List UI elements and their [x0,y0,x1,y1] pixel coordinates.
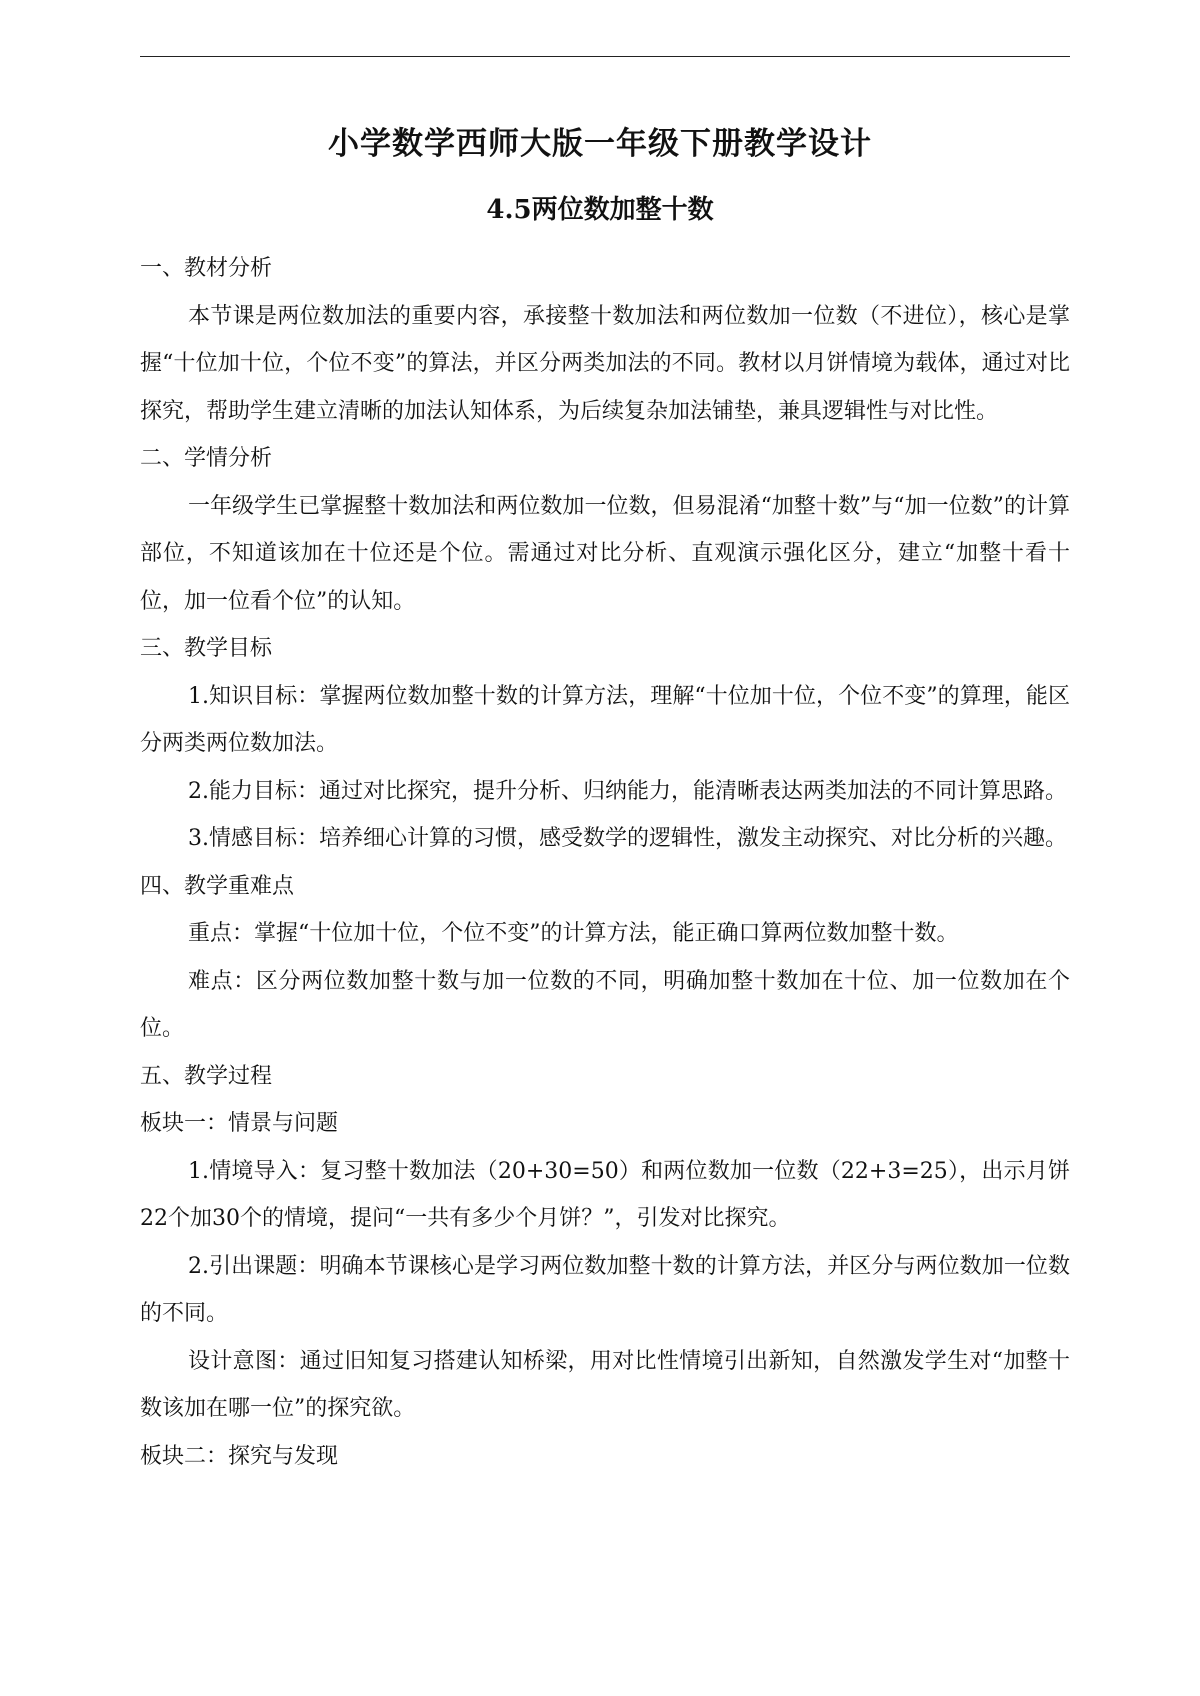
section-heading: 五、教学过程 [140,1063,273,1089]
document-body [140,245,1070,1480]
paragraph: 1.情境导入：复习整十数加法（20+30=50）和两位数加一位数（22+3=25），出示月饼22个加30个的情境，提问“一共有多少个月饼？”，引发对比探究。 [140,1158,1070,1231]
header-rule [140,56,1070,57]
section-heading: 一、教材分析 [140,256,273,281]
paragraph: 1.知识目标：掌握两位数加整十数的计算方法，理解“十位加十位，个位不变”的算理，能区分两类两位数加法。 [140,683,1070,756]
paragraph: 一年级学生已掌握整十数加法和两位数加一位数，但易混淆“加整十数”与“加一位数”的计算部位，不知道该加在十位还是个位。需通过对比分析、直观演示强化区分，建立“加整十看十位，加一位看个位”的认知。 [140,493,1070,614]
paragraph: 2.能力目标：通过对比探究，提升分析、归纳能力，能清晰表达两类加法的不同计算思路。 [188,778,1067,804]
paragraph: 本节课是两位数加法的重要内容，承接整十数加法和两位数加一位数（不进位），核心是掌握“十位加十位，个位不变”的算法，并区分两类加法的不同。教材以月饼情境为载体，通过对比探究，帮助学生建立清晰的加法认知体系，为后续复杂加法铺垫，兼具逻辑性与对比性。 [140,303,1070,424]
document-title: 小学数学西师大版一年级下册教学设计 [328,126,872,162]
subsection-heading: 板块二：探究与发现 [140,1443,339,1469]
paragraph: 设计意图：通过旧知复习搭建认知桥梁，用对比性情境引出新知，自然激发学生对“加整十数该加在哪一位”的探究欲。 [140,1348,1070,1421]
section-heading: 二、学情分析 [140,446,273,471]
paragraph: 重点：掌握“十位加十位，个位不变”的计算方法，能正确口算两位数加整十数。 [188,921,959,946]
paragraph: 3.情感目标：培养细心计算的习惯，感受数学的逻辑性，激发主动探究、对比分析的兴趣。 [188,826,1067,851]
document-subtitle: 4.5两位数加整十数 [486,195,714,225]
paragraph: 2.引出课题：明确本节课核心是学习两位数加整十数的计算方法，并区分与两位数加一位数的不同。 [140,1253,1070,1326]
section-heading: 三、教学目标 [140,636,273,661]
subsection-heading: 板块一：情景与问题 [140,1111,339,1136]
section-heading: 四、教学重难点 [140,873,295,899]
paragraph: 难点：区分两位数加整十数与加一位数的不同，明确加整十数加在十位、加一位数加在个位。 [140,968,1070,1041]
